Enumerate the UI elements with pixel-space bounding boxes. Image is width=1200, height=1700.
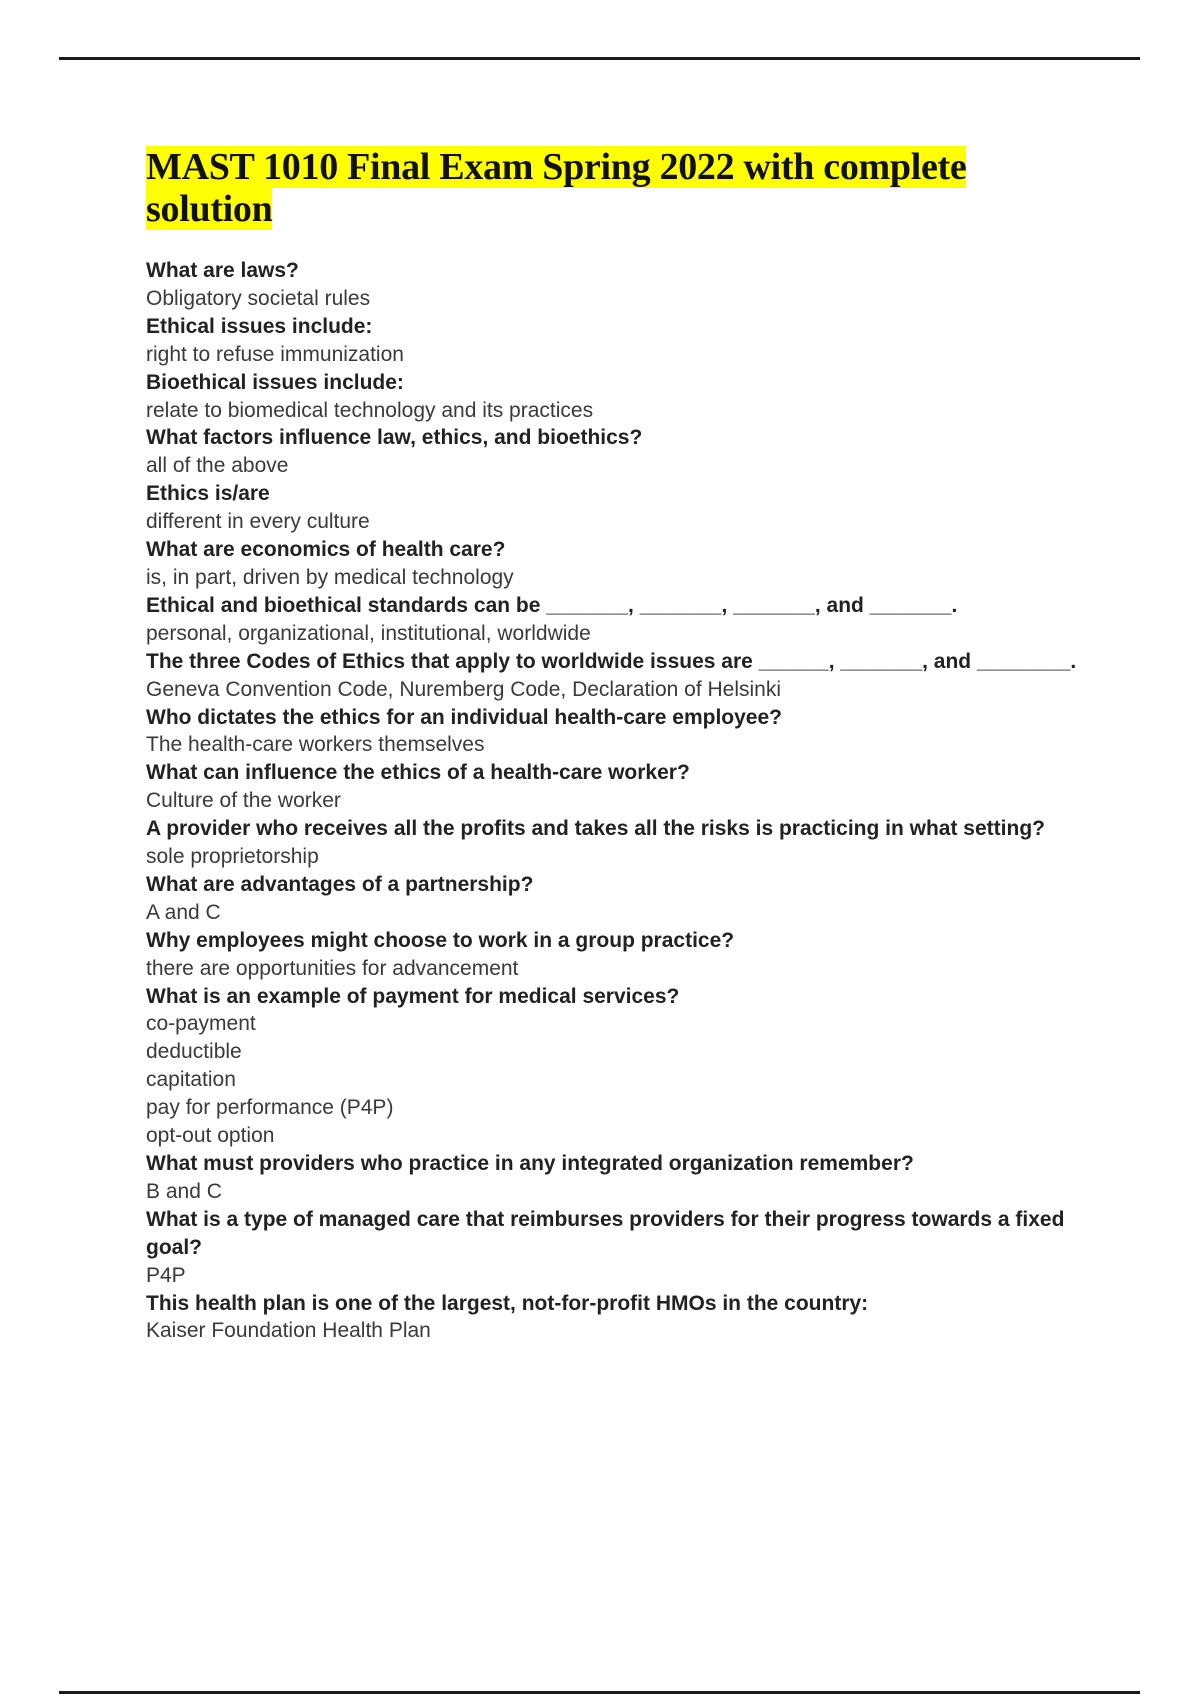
question: What factors influence law, ethics, and bioethics? [146, 426, 643, 450]
answer: Culture of the worker [146, 789, 341, 813]
qa-item [146, 871, 1106, 927]
question: What is an example of payment for medical services? [146, 984, 680, 1008]
answer: A and C [146, 900, 221, 924]
answer: Geneva Convention Code, Nuremberg Code, Declaration of Helsinki [146, 677, 782, 701]
question: Ethics is/are [146, 482, 270, 506]
question: What are economics of health care? [146, 538, 506, 562]
qa-item [146, 1290, 1106, 1346]
question: Why employees might choose to work in a group practice? [146, 928, 735, 952]
qa-item [146, 927, 1106, 983]
answer: opt-out option [146, 1124, 275, 1148]
answer: relate to biomedical technology and its practices [146, 398, 594, 422]
answer: capitation [146, 1068, 236, 1092]
answer: sole proprietorship [146, 845, 319, 869]
answer: different in every culture [146, 510, 370, 534]
qa-item [146, 424, 1106, 480]
qa-item [146, 536, 1106, 592]
answer: B and C [146, 1179, 222, 1203]
question: Bioethical issues include: [146, 370, 404, 394]
qa-item [146, 704, 1106, 760]
qa-list [146, 257, 1106, 1345]
answer: Obligatory societal rules [146, 286, 371, 310]
qa-item [146, 313, 1106, 369]
qa-item [146, 480, 1106, 536]
footer-rule [59, 1691, 1140, 1694]
answer: P4P [146, 1263, 186, 1287]
qa-item [146, 648, 1106, 704]
header-rule [59, 57, 1140, 60]
qa-item [146, 815, 1106, 871]
answer: there are opportunities for advancement [146, 956, 519, 980]
question: This health plan is one of the largest, not-for-profit HMOs in the country: [146, 1291, 869, 1315]
question: Who dictates the ethics for an individual health-care employee? [146, 705, 782, 729]
qa-item [146, 592, 1106, 648]
answer: personal, organizational, institutional, worldwide [146, 621, 591, 645]
question: What must providers who practice in any integrated organization remember? [146, 1152, 914, 1175]
question: What are advantages of a partnership? [146, 872, 534, 896]
qa-item [146, 1150, 1106, 1206]
question: A provider who receives all the profits and takes all the risks is practicing in what setting? [146, 817, 1045, 841]
answer: deductible [146, 1040, 242, 1064]
qa-item [146, 983, 1106, 1150]
question: What are laws? [146, 259, 299, 282]
answer: is, in part, driven by medical technology [146, 565, 514, 589]
question: What is a type of managed care that reimburses providers for their progress towards a fixed goal? [146, 1207, 1065, 1259]
answer: The health-care workers themselves [146, 733, 485, 757]
question: Ethical issues include: [146, 314, 373, 338]
qa-item [146, 369, 1106, 425]
answer: all of the above [146, 454, 289, 478]
qa-item [146, 759, 1106, 815]
qa-item [146, 257, 1106, 313]
question: What can influence the ethics of a health-care worker? [146, 761, 690, 785]
answer: pay for performance (P4P) [146, 1096, 394, 1120]
question: Ethical and bioethical standards can be _______, _______, _______, and _______. [146, 593, 958, 617]
answer: Kaiser Foundation Health Plan [146, 1319, 431, 1343]
answer: co-payment [146, 1012, 256, 1036]
answer: right to refuse immunization [146, 342, 404, 366]
qa-item [146, 1206, 1106, 1290]
document-title: MAST 1010 Final Exam Spring 2022 with complete solution [146, 146, 967, 230]
question: The three Codes of Ethics that apply to worldwide issues are ______, _______, and ________. [146, 649, 1077, 673]
